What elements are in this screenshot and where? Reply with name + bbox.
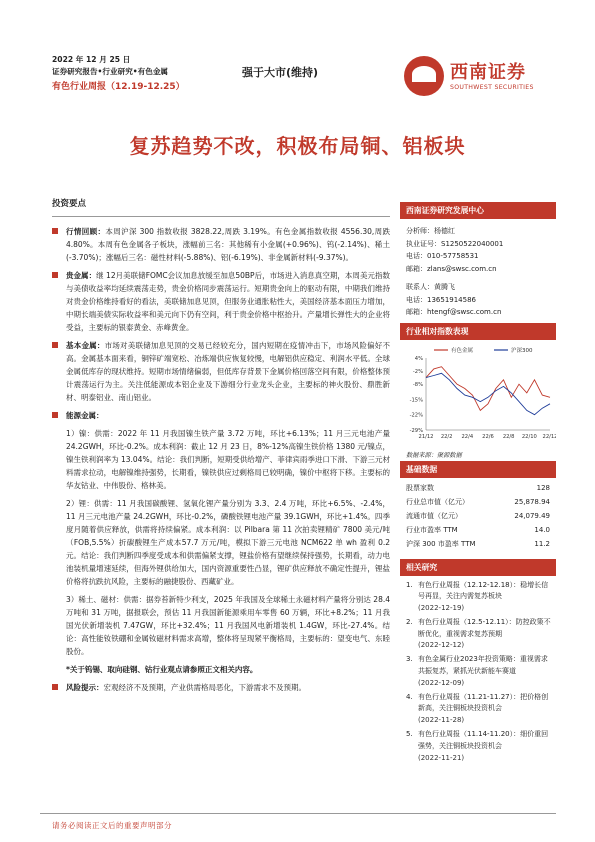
logo-en: SOUTHWEST SECURITIES <box>450 84 534 91</box>
note: *关于钨锡、取向硅钢、钴行业观点请参照正文相关内容。 <box>66 665 258 674</box>
logo-icon <box>404 56 444 96</box>
stats-table <box>400 481 556 551</box>
legend-label: 沪深300 <box>511 347 533 354</box>
y-tick-label: 4% <box>414 355 423 362</box>
y-tick-label: -29% <box>409 427 423 434</box>
series-line <box>426 373 550 414</box>
series-line <box>426 366 550 410</box>
y-tick-label: -22% <box>409 412 423 419</box>
energy-rare-earth: 3）稀土、磁材：供需：据券苔新特少利支，2025 年我国及全球稀土永磁材料产量将分别达 28.4 万吨和 31 万吨，据报联会，预估 11 月我国新能源乘用车零售 60 万辆，环比+8.2%；11 月我国光伏新增装机 7.47GW，环比+32.4%；11 月我国风电新增装机 1.4GW，环比-27.4%。结论：高性能钕铁硼和金属钕磁材料需求高增，整体将呈现紧平衡格局，主要标的：望变电气、东睦股份。 <box>66 595 390 656</box>
y-tick-label: -15% <box>409 396 423 403</box>
chart-source: 数据来源：聚源数据 <box>406 451 462 459</box>
analyst-line[interactable]: 邮箱：htengf@swsc.com.cn <box>406 308 502 316</box>
x-tick-label: 22/8 <box>502 433 515 440</box>
legend-label: 有色金属 <box>451 347 474 354</box>
summary-heading: 投资要点 <box>52 198 390 217</box>
table-row: 行业总市值（亿元） 25,878.94 <box>406 497 550 506</box>
analyst-line[interactable]: 邮箱：zlans@swsc.com.cn <box>406 264 497 273</box>
analyst-line: 电话：010-57758531 <box>406 252 479 260</box>
rating: 强于大市(维持) <box>242 66 319 79</box>
energy-heading: 能源金属： <box>52 409 390 422</box>
summary-section <box>52 198 390 699</box>
index-chart <box>400 340 556 448</box>
x-tick-label: 22/10 <box>521 433 537 440</box>
summary-item: 贵金属：继 12月美联储FOMC会议加息放缓至加息50BP后，市场进入消息真空期，本周美元指数与美债收益率均延续震荡走势，贵金价格同步震荡运行。短期贵金向上的驱动有限，中期我们维持对贵金价格维持看好的看法，美联储加息见顶，但服务业通胀粘性大，美国经济基本面压力增加，中期长端美债实际收益率和美元向下仍有空间，利于贵金价格中枢抬升。产量增长弹性大的企业将受益，主要标的银泰黄金、赤峰黄金。 <box>52 269 390 334</box>
analyst-info <box>400 219 556 323</box>
report-type: 证券研究报告•行业研究•有色金属 <box>52 67 169 76</box>
analyst-line: 分析师：杨德红 <box>406 227 455 235</box>
footer-divider <box>40 813 556 814</box>
analyst-line: 电话：13651914586 <box>406 295 476 304</box>
x-tick-label: 22/2 <box>440 433 453 440</box>
energy-lithium: 2）锂：供需：11 月我国碳酸锂、氢氧化锂产量分别为 3.3、2.4 万吨，环比+6.5%、-2.4%，11 月三元电池产量 24.2GWH，环比-0.2%，磷酸铁锂电池产量 39.1GWH，环比+1.4%。四季度月随着供应释放，供需将持续偏紧。成本利润：以 Pilbara 第 11 次拍卖锂精矿 7800 美元/吨（FOB,5.5%）折碳酸锂生产成本57.7 万元/吨，模拟下游三元电池 NCM622 单 wh 盈利 0.2 元。结论：我们判断四季度受成本和供需偏紧支撑，锂盐价格有望继续保持强势，长期看，动力电池装机量增速延续，但海外锂供给加大，国内资源重要性凸显，锂矿供应释放不确定性提升，锂盐价格将抗跌抗风险，主要标的融捷股份、西藏矿业。 <box>66 499 390 586</box>
sector-weekly: 有色行业周报（12.19-12.25） <box>52 82 185 92</box>
risk-warning: 风险提示：宏观经济不及预期，产业供需格局恶化，下游需求不及预期。 <box>52 681 390 694</box>
x-tick-label: 22/12 <box>542 433 556 440</box>
table-row: 行业市盈率 TTM 14.0 <box>406 525 550 534</box>
related-item[interactable]: 2. 有色行业周报（12.5-12.11）：防控政策不断优化，重视需求复苏预期 (2022-12-12) <box>406 617 551 650</box>
energy-nickel: 1）镍：供需：2022 年 11 月我国镍生铁产量 3.72 万吨，环比+6.13%；11 月三元电池产量 24.2GWH，环比-0.2%。成本利润：截止 12 月 23 日，8%-12%高镍生铁价格 1380 元/镍点，镍生铁利润率为 13.04%。结论：我们判断，短期受供给增产、菲律宾雨季进口下滑、下游三元材料需求拉动，电解镍维持强势，长期看，镍铁供应过剩格局已较明确，镍价中枢将下移。主要标的华友钴业、中伟股份、格林美。 <box>66 429 390 490</box>
page-title: 复苏趋势不改，积极布局铜、铝板块 <box>129 134 466 158</box>
table-row: 股票家数 128 <box>406 483 550 492</box>
company-logo <box>404 48 554 98</box>
footer-disclaimer: 请务必阅读正文后的重要声明部分 <box>52 821 172 830</box>
x-tick-label: 21/12 <box>418 433 434 440</box>
sidebar <box>400 202 556 766</box>
analyst-heading: 西南证券研究发展中心 <box>400 202 556 219</box>
analyst-line: 联系人：黄腾飞 <box>406 283 455 291</box>
related-item[interactable]: 3. 有色金属行业2023年投资策略：重视需求共振复苏，紧抓光伏新能车赛道 (2022-12-09) <box>406 655 548 687</box>
index-chart-svg <box>400 344 556 444</box>
summary-item: 行情回顾：本周沪深 300 指数收报 3828.22,周跌 3.19%。有色金属指数收报 4556.30,周跌 4.80%。本周有色金属各子板块，涨幅前三名：其他稀有小金属(+0.96%)、钨(-2.14%)、稀土(-3.70%)；涨幅后三名：磁性材料(-5.88%)、铝(-6.19%)、非金属新材料(-9.37%)。 <box>52 225 390 264</box>
table-row: 流通市值（亿元） 24,079.49 <box>406 511 550 520</box>
y-tick-label: -2% <box>412 368 423 375</box>
stats-heading: 基础数据 <box>400 461 556 478</box>
related-list <box>400 576 556 765</box>
related-item[interactable]: 1. 有色行业周报（12.12-12.18）：稳增长信号再显，关注内需复苏板块 (2022-12-19) <box>406 580 549 613</box>
related-item[interactable]: 5. 有色行业周报（11.14-11.20）：细价重回强势，关注铜板块投资机会 (2022-11-21) <box>406 730 549 762</box>
summary-item: 基本金属：市场对美联储加息见顶的交易已经较充分，国内短期在疫情冲击下，市场风险偏好不高。金属基本面来看，铜锌矿端宽松、冶炼端供应恢复较慢，电解铝供应稳定、利润水平低。全球金属低库存的现状维持。短期市场情绪偏弱，但低库存背景下金属价格回落空间有限，价格整体预计震荡运行为主。关注低能源成本铝企业及下游细分行业龙头企业，主要标的神火股份、鼎胜新材、明泰铝业、南山铝业。 <box>52 339 390 404</box>
analyst-line: 执业证号：S1250522040001 <box>406 239 504 248</box>
y-tick-label: -8% <box>412 381 423 388</box>
report-date: 2022 年 12 月 25 日 <box>52 55 131 64</box>
x-tick-label: 22/6 <box>482 433 494 440</box>
table-row: 沪深 300 市盈率 TTM 11.2 <box>406 539 550 548</box>
related-heading: 相关研究 <box>400 559 556 576</box>
chart-heading: 行业相对指数表现 <box>400 323 556 340</box>
related-item[interactable]: 4. 有色行业周报（11.21-11.27）：把价格创新高，关注铜板块投资机会 (2022-11-28) <box>406 692 549 725</box>
header-meta <box>52 54 185 93</box>
x-tick-label: 22/4 <box>461 433 474 440</box>
logo-cn: 西南证券 <box>450 62 526 83</box>
